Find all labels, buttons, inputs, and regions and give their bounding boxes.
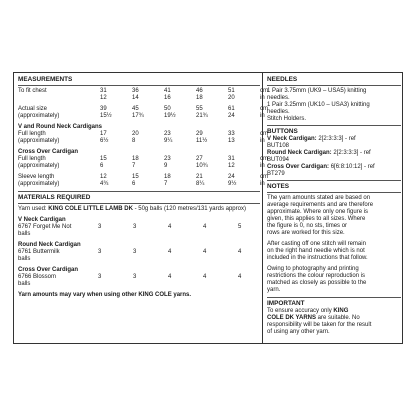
measurement-value: 8 [132, 138, 136, 144]
yarn-balls: 3 [133, 224, 137, 230]
needle-line: Stitch Holders. [267, 116, 307, 122]
notes-heading: NOTES [267, 183, 290, 190]
measurement-value: 15 [100, 156, 107, 162]
yarn-shade: 6766 Blossom [18, 274, 57, 280]
measurements-table [18, 88, 268, 188]
measurement-label: Actual size [18, 106, 48, 112]
measurement-group-title: Cross Over Cardigan [18, 149, 79, 155]
measurement-value: 7 [132, 163, 136, 169]
measurement-value: 9¼ [164, 138, 173, 144]
materials-rule [18, 203, 260, 204]
button-style: V Neck Cardigan: [267, 136, 317, 142]
button-ref: BUT094 [267, 157, 290, 163]
measurement-unit: cm [260, 156, 268, 162]
measurement-label: Full length [18, 131, 46, 137]
yarn-balls: 4 [203, 274, 207, 280]
needle-line: needles. [267, 95, 290, 101]
measurement-unit: in [260, 181, 265, 187]
measurement-row [18, 156, 268, 170]
measurement-row [18, 131, 268, 145]
notes-top-rule [267, 180, 401, 181]
button-count: 2[2:3:3:3] - ref [331, 150, 371, 156]
yarn-used-line [18, 206, 260, 213]
yarn-item-title: Round Neck Cardigan [18, 242, 81, 248]
yarn-balls: 4 [203, 249, 207, 255]
important-brand-2: COLE DK YARNS [267, 315, 317, 321]
yarn-row [18, 249, 260, 263]
button-style: Cross Over Cardigan: [267, 164, 330, 170]
yarn-item [18, 267, 260, 288]
notes-line: the figure is 0, no sts, times or [267, 223, 348, 229]
measurement-value: 9½ [228, 181, 237, 187]
yarn-balls: 3 [133, 274, 137, 280]
measurement-value: 45 [132, 106, 139, 112]
measurement-value: 12 [100, 95, 107, 101]
measurement-value: 55 [196, 106, 203, 112]
yarn-balls: 4 [238, 249, 242, 255]
yarn-footnote: Yarn amounts may vary when using other KING COLE yarns. [18, 292, 192, 298]
measurement-value: 16 [164, 95, 171, 101]
yarn-balls: 3 [133, 249, 137, 255]
button-line [267, 164, 401, 171]
yarn-item-title: Cross Over Cardigan [18, 267, 79, 273]
measurement-value: 46 [196, 88, 203, 94]
measurement-unit: cm [260, 106, 268, 112]
yarn-balls: 4 [168, 274, 172, 280]
measurement-value: 19½ [164, 113, 176, 119]
buttons-heading: BUTTONS [267, 128, 298, 135]
yarn-balls: 4 [203, 224, 207, 230]
notes-paragraph [267, 241, 401, 262]
notes-line: included in the instructions that follow. [267, 255, 368, 261]
notes-line: The yarn amounts stated are based on [267, 195, 371, 201]
yarn-shade: 6767 Forget Me Not [18, 224, 72, 230]
measurement-value: 24 [228, 174, 235, 180]
measurement-value: 17¾ [132, 113, 144, 119]
measurement-value: 23 [164, 131, 171, 137]
yarn-balls: 5 [238, 224, 242, 230]
right-column [267, 76, 401, 336]
yarn-balls: 4 [168, 249, 172, 255]
measurement-value: 24 [228, 113, 235, 119]
button-count: 2[2:3:3:3] - ref [316, 136, 356, 142]
measurement-value: 8¼ [196, 181, 205, 187]
measurement-label: (approximately) [18, 181, 60, 187]
measurement-value: 15½ [100, 113, 112, 119]
measurement-value: 6½ [100, 138, 109, 144]
measurements-rule [18, 85, 260, 86]
button-line [267, 136, 401, 143]
yarn-row [18, 274, 260, 288]
left-column [18, 76, 268, 299]
yarn-balls: 4 [238, 274, 242, 280]
measurement-value: 50 [164, 106, 171, 112]
needle-line: 1 Pair 3.75mm (UK9 – USA5) knitting [267, 88, 367, 94]
important-brand-1: KING [333, 308, 349, 314]
measurement-value: 61 [228, 106, 235, 112]
needles-rule [267, 85, 401, 86]
measurement-value: 12 [228, 163, 235, 169]
measurement-value: 27 [196, 156, 203, 162]
measurement-unit: in [260, 113, 265, 119]
measurement-value: 31 [228, 156, 235, 162]
needles-list [267, 88, 401, 123]
measurement-value: 18 [196, 95, 203, 101]
important-line-2 [267, 315, 401, 322]
measurement-value: 20 [228, 95, 235, 101]
important-line-1 [267, 308, 401, 315]
measurement-value: 9 [164, 163, 168, 169]
important-heading: IMPORTANT [267, 300, 305, 307]
measurement-value: 20 [132, 131, 139, 137]
yarn-item-title: V Neck Cardigan [18, 217, 66, 223]
button-line [267, 150, 401, 157]
needles-heading: NEEDLES [267, 76, 298, 83]
measurement-row [18, 174, 268, 188]
measurement-value: 41 [164, 88, 171, 94]
measurement-label: (approximately) [18, 138, 60, 144]
important-line: of using any other yarn. [267, 329, 330, 335]
measurement-row [18, 88, 268, 102]
yarn-detail: - 50g balls (120 metres/131 yards approx) [132, 206, 246, 212]
measurement-unit: in [260, 95, 265, 101]
yarn-balls: 3 [98, 249, 102, 255]
measurement-value: 11½ [196, 138, 208, 144]
measurements-heading: MEASUREMENTS [18, 76, 73, 83]
measurement-value: 18 [164, 174, 171, 180]
measurement-unit: cm [260, 131, 268, 137]
measurement-label: To fit chest [18, 88, 47, 94]
measurement-value: 15 [132, 174, 139, 180]
measurement-value: 14 [132, 95, 139, 101]
measurement-unit: cm [260, 174, 268, 180]
measurement-value: 13 [228, 138, 235, 144]
yarn-balls: 3 [98, 224, 102, 230]
yarn-item [18, 242, 260, 263]
measurement-value: 51 [228, 88, 235, 94]
button-style: Round Neck Cardigan: [267, 150, 332, 156]
measurement-value: 21 [196, 174, 203, 180]
yarn-unit: balls [18, 281, 31, 287]
measurement-label: (approximately) [18, 113, 60, 119]
measurement-value: 39 [100, 106, 107, 112]
notes-line: rows are worked for this size. [267, 230, 345, 236]
measurement-value: 10¾ [196, 163, 208, 169]
measurement-value: 17 [100, 131, 107, 137]
notes-text [267, 195, 401, 294]
measurement-unit: in [260, 138, 265, 144]
measurement-value: 36 [132, 88, 139, 94]
yarn-name: KING COLE LITTLE LAMB DK [48, 206, 133, 212]
notes-line: yarn. [267, 287, 281, 293]
measurement-row [18, 106, 268, 120]
yarn-balls: 4 [168, 224, 172, 230]
notes-line: Owing to photography and printing [267, 266, 359, 272]
notes-paragraph [267, 195, 401, 237]
notes-line: approximate. Where only one figure is [267, 209, 369, 215]
needle-line: needles. [267, 109, 290, 115]
materials-heading: MATERIALS REQUIRED [18, 194, 91, 201]
notes-paragraph [267, 266, 401, 294]
yarn-balls: 3 [98, 274, 102, 280]
yarn-unit: balls [18, 256, 31, 262]
important-prefix: To ensure accuracy only [267, 308, 334, 314]
measurement-value: 6 [100, 163, 104, 169]
measurement-label: Sleeve length [18, 174, 55, 180]
measurement-group-title: V and Round Neck Cardigans [18, 124, 103, 130]
buttons-list [267, 136, 401, 178]
measurement-value: 33 [228, 131, 235, 137]
measurement-value: 6 [132, 181, 136, 187]
notes-rule [267, 192, 401, 193]
measurement-value: 18 [132, 156, 139, 162]
measurement-unit: in [260, 163, 265, 169]
yarn-unit: balls [18, 231, 31, 237]
notes-line: average requirements and are therefore [267, 202, 374, 208]
important-rest: are suitable. No [316, 315, 360, 321]
measurement-value: 21¾ [196, 113, 208, 119]
measurement-label: Full length [18, 156, 46, 162]
important-top-rule [267, 297, 401, 298]
measurement-value: 7 [164, 181, 168, 187]
notes-line: After casting off one stitch will remain [267, 241, 366, 247]
pattern-info-panel [13, 72, 403, 344]
notes-line: on the right hand needle which is not [267, 248, 365, 254]
measurement-unit: cm [260, 88, 268, 94]
notes-line: restrictions the colour reproduction is [267, 273, 366, 279]
notes-line: matched as closely as possible to the [267, 280, 367, 286]
yarn-item [18, 217, 260, 238]
measurement-label [18, 95, 100, 102]
measurement-value: 12 [100, 174, 107, 180]
materials-top-rule [18, 191, 260, 192]
measurement-value: 29 [196, 131, 203, 137]
yarn-used-prefix: Yarn used: [18, 206, 49, 212]
measurement-label: (approximately) [18, 163, 60, 169]
button-ref: BT279 [267, 171, 285, 177]
button-ref: BUT108 [267, 143, 290, 149]
yarn-table [18, 217, 260, 292]
yarn-row [18, 224, 260, 238]
measurement-value: 4¾ [100, 181, 109, 187]
important-text [267, 322, 401, 336]
measurement-value: 31 [100, 88, 107, 94]
buttons-top-rule [267, 125, 401, 126]
important-line: responsibility will be taken for the result [267, 322, 372, 328]
button-count: 6[6:8:10:12] - ref [329, 164, 375, 170]
needle-line: 1 Pair 3.25mm (UK10 – USA3) knitting [267, 102, 370, 108]
measurement-value: 23 [164, 156, 171, 162]
yarn-shade: 6761 Buttermilk [18, 249, 60, 255]
notes-line: given, this applies to all sizes. Where [267, 216, 366, 222]
